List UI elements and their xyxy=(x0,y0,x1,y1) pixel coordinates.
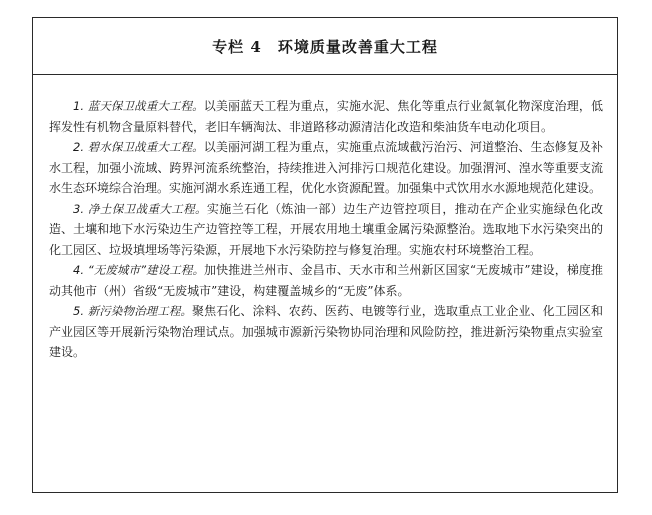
item-body: 聚焦石化、涂料、农药、医药、电镀等行业，选取重点工业企业、化工园区和产业园区等开展新污染物治理试点。加强城市源新污染物协同治理和风险防控，推进新污染物重点实验室建设。 xyxy=(49,304,603,359)
item-lead: 新污染物治理工程。 xyxy=(87,304,193,318)
item-number: 5. xyxy=(73,304,88,318)
item-lead: 蓝天保卫战重大工程。 xyxy=(87,99,204,113)
item-number: 3. xyxy=(73,201,89,216)
column-title: 专栏 4 环境质量改善重大工程 xyxy=(212,37,438,56)
item-body: 以美丽蓝天工程为重点，实施水泥、焦化等重点行业氮氧化物深度治理，低挥发性有机物含量原料替代，老旧车辆淘汰、非道路移动源清洁化改造和柴油货车电动化项目。 xyxy=(49,99,603,134)
item-number: 1. xyxy=(73,99,88,113)
column-box xyxy=(32,17,618,493)
item-1 xyxy=(49,96,603,137)
item-number: 2. xyxy=(73,140,88,154)
item-body: 实施兰石化（炼油一部）边生产边管控项目，推动在产企业实施绿色化改造、土壤和地下水污染边生产边管控等工程，开展农用地土壤重金属污染源整治。选取地下水污染突出的化工园区、垃圾填埋场等污染源，开展地下水污染防控与修复治理。实施农村环境整治工程。 xyxy=(49,201,603,257)
item-4 xyxy=(49,260,603,301)
item-lead: “无废城市”建设工程。 xyxy=(87,263,205,277)
item-body: 加快推进兰州市、金昌市、天水市和兰州新区国家“无废城市”建设，梯度推动其他市（州）省级“无废城市”建设，构建覆盖城乡的“无废”体系。 xyxy=(49,263,603,298)
item-2 xyxy=(49,137,603,199)
item-lead: 碧水保卫战重大工程。 xyxy=(87,140,204,154)
column-content xyxy=(49,96,603,363)
title-bar xyxy=(33,18,617,75)
item-3 xyxy=(49,199,603,261)
item-5 xyxy=(49,301,603,363)
item-number: 4. xyxy=(73,263,88,277)
item-body: 以美丽河湖工程为重点，实施重点流域截污治污、河道整治、生态修复及补水工程，加强小流域、跨界河流系统整治，持续推进入河排污口规范化建设。加强渭河、湟水等重要支流水生态环境综合治理。实施河湖水系连通工程，优化水资源配置。加强集中式饮用水水源地规范化建设。 xyxy=(49,140,603,195)
item-lead: 净土保卫战重大工程。 xyxy=(88,201,207,216)
